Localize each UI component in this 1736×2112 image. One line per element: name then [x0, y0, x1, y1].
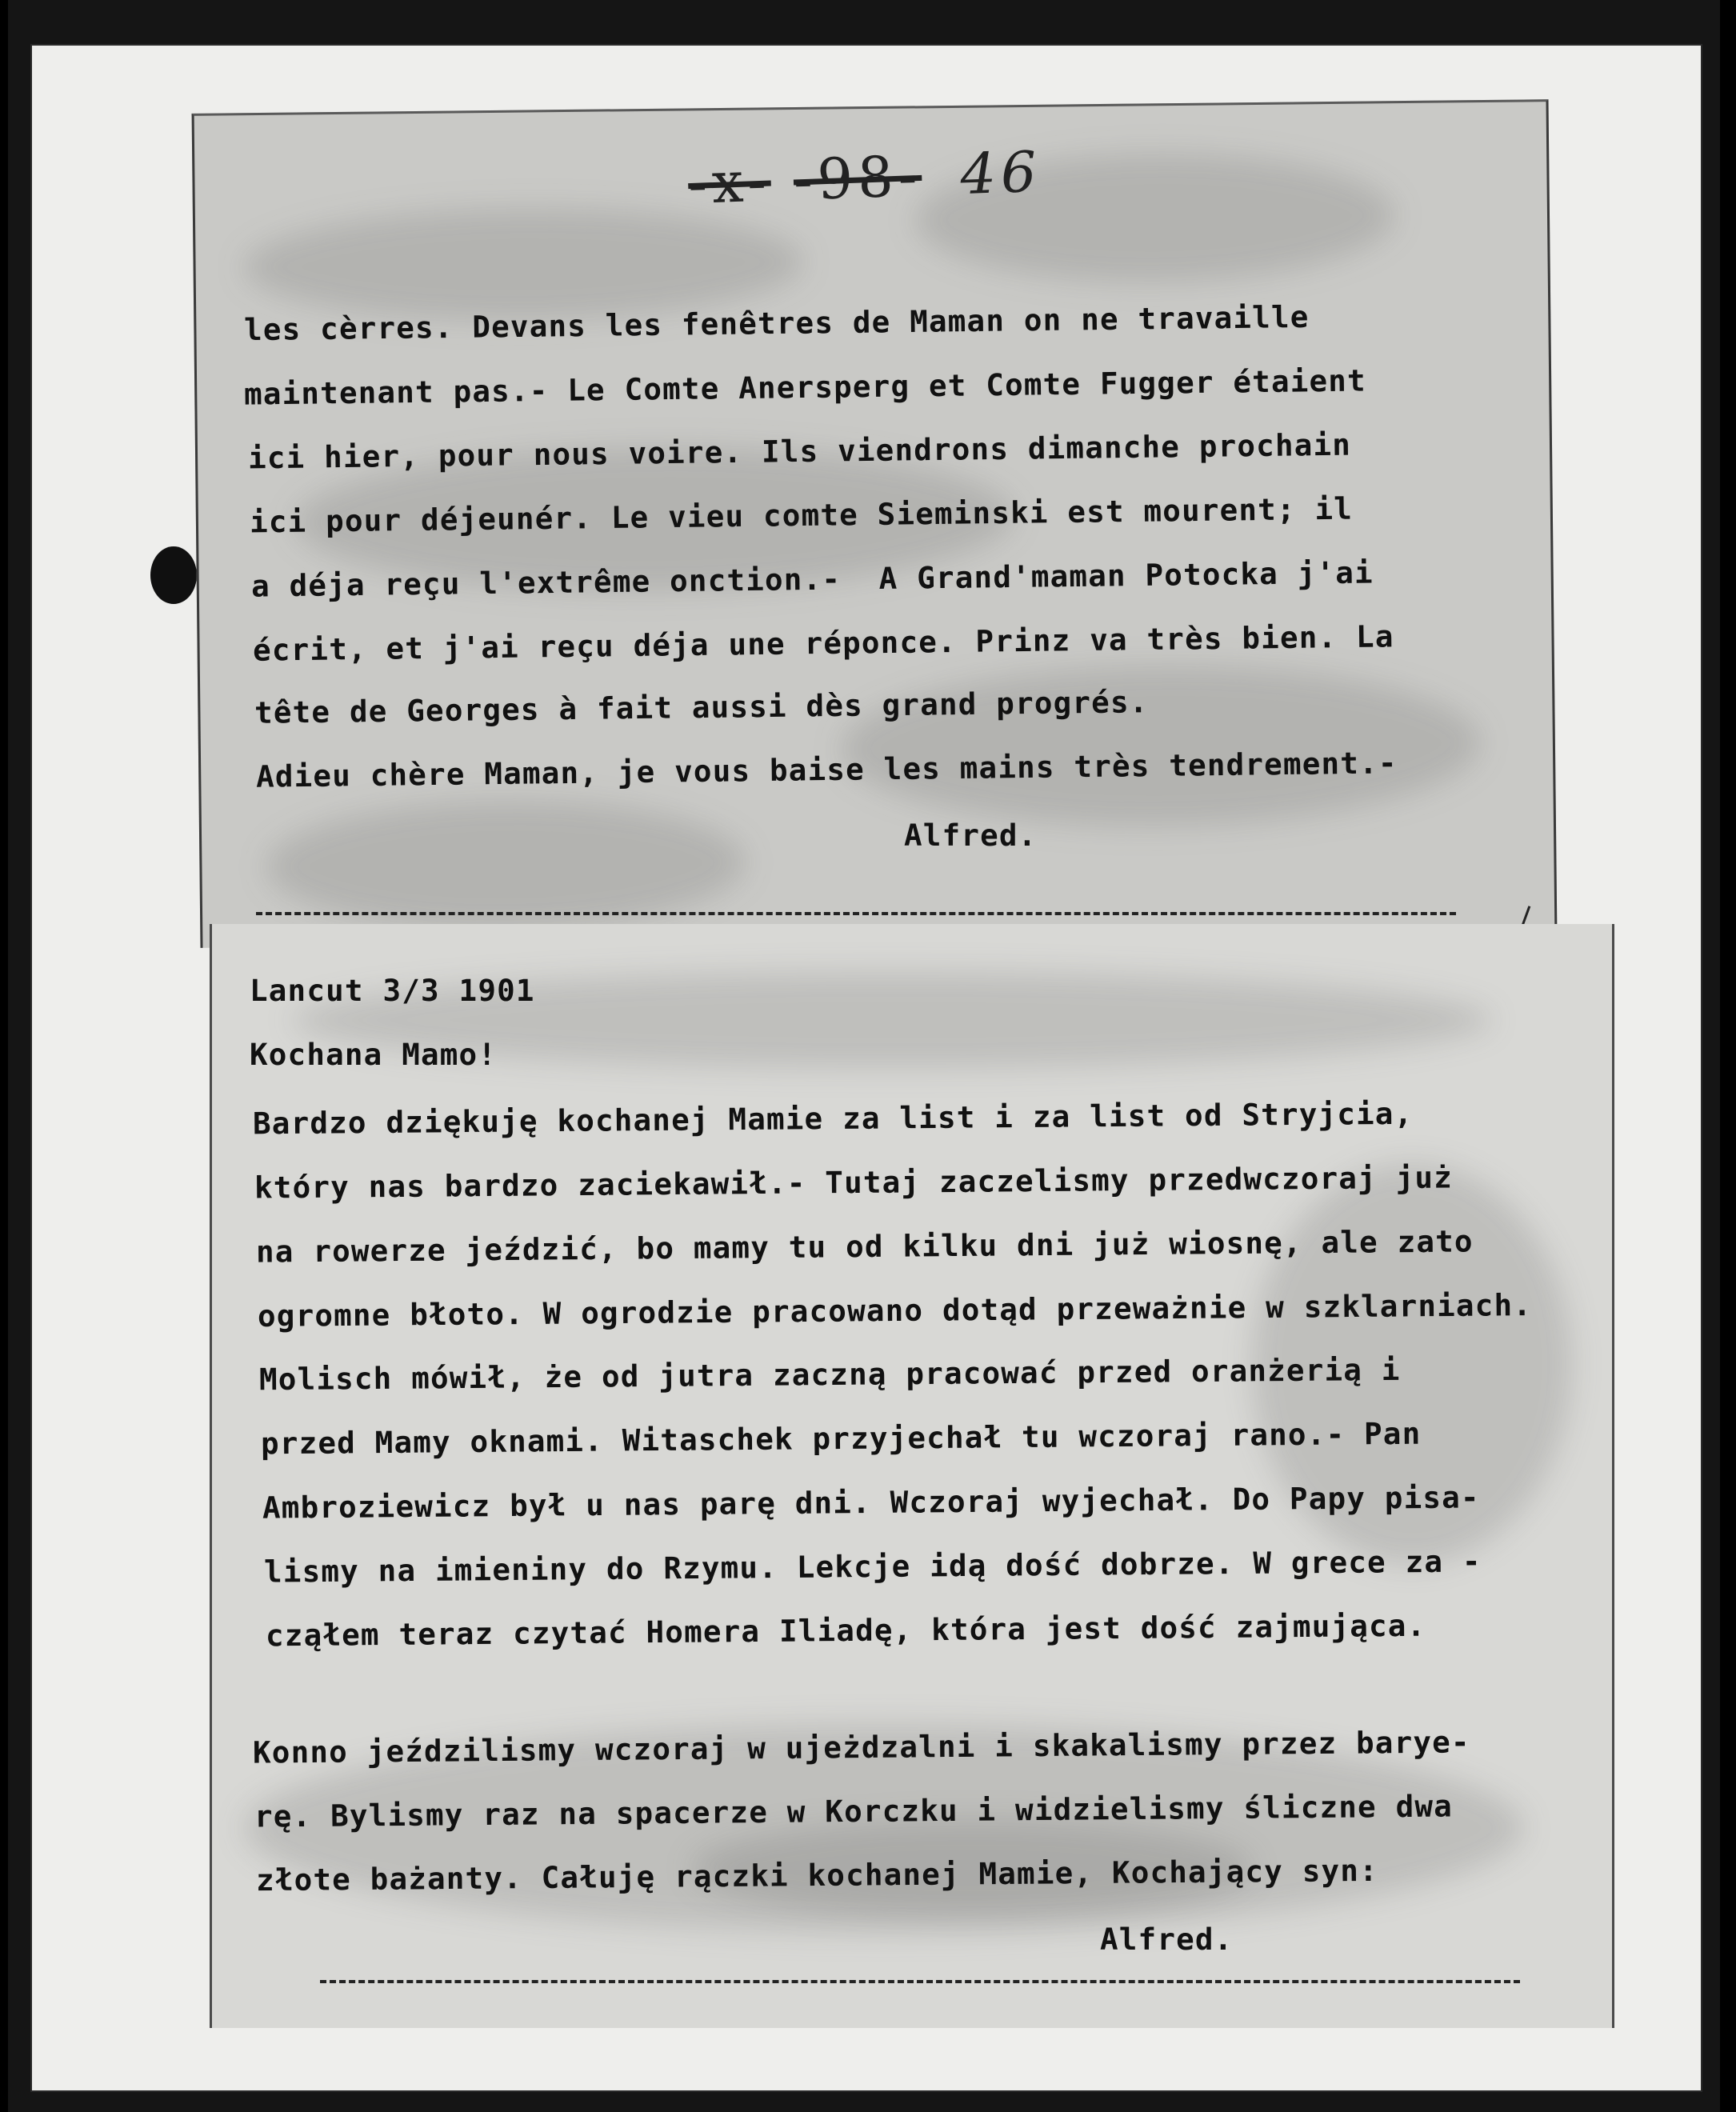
text-line: maintenant pas.- Le Comte Anersperg et Comte Fugger étaient — [243, 362, 1367, 412]
text-line: tête de Georges à fait aussi dès grand progrés. — [254, 684, 1149, 730]
text-line: cząłem teraz czytać Homera Iliadę, która jest dość zajmująca. — [265, 1607, 1426, 1654]
divider-rule — [320, 1980, 1520, 1983]
text-line: Konno jeździlismy wczoraj w ujeżdzalni i skakalismy przez barye- — [252, 1724, 1470, 1770]
text-line: Adieu chère Maman, je vous baise les mains très tendrement.- — [255, 745, 1398, 794]
text-line: les cèrres. Devans les fenêtres de Maman on ne travaille — [243, 298, 1310, 348]
text-line: écrit, et j'ai reçu déja une réponce. Prinz va très bien. La — [252, 618, 1394, 668]
struck-number-1: -x- — [686, 148, 773, 218]
text-line: lismy na imieniny do Rzymu. Lekcje idą dość dobrze. W grece za - — [263, 1543, 1482, 1590]
text-line: ici pour déjeunér. Le vieu comte Sieminski est mourent; il — [249, 490, 1354, 540]
divider-rule — [256, 912, 1456, 915]
text-line: przed Mamy oknami. Witaschek przyjechał tu wczoraj rano.- Pan — [260, 1415, 1422, 1462]
letter-date: Lancut 3/3 1901 — [250, 973, 535, 1008]
handwritten-page-number: 46 — [959, 138, 1042, 208]
signature: Alfred. — [1100, 1922, 1234, 1957]
text-line: złote bażanty. Całuję rączki kochanej Mamie, Kochający syn: — [255, 1852, 1379, 1898]
text-line: Molisch mówił, że od jutra zaczną pracować przed oranżerią i — [258, 1351, 1401, 1398]
text-line: rę. Bylismy raz na spacerze w Korczku i widzielismy śliczne dwa — [254, 1788, 1454, 1834]
salutation: Kochana Mamo! — [250, 1037, 498, 1072]
text-line: ogromne błoto. W ogrodzie pracowano dotąd przeważnie w szklarniach. — [257, 1287, 1533, 1334]
signature: Alfred. — [904, 818, 1038, 853]
struck-number-2: -98- — [792, 142, 923, 214]
text-line: który nas bardzo zaciekawił.- Tutaj zaczelismy przedwczoraj już — [254, 1159, 1454, 1206]
text-line: ici hier, pour nous voire. Ils viendrons dimanche prochain — [247, 426, 1352, 476]
text-line: a déja reçu l'extrême onction.- A Grand'maman Potocka j'ai — [250, 554, 1374, 604]
text-line: Bardzo dziękuję kochanej Mamie za list i za list od Stryjcia, — [252, 1095, 1414, 1142]
scan-edge-left — [0, 0, 8, 2112]
text-line: Ambroziewicz był u nas parę dni. Wczoraj wyjechał. Do Papy pisa- — [262, 1479, 1480, 1526]
scan-edge-right — [1720, 0, 1736, 2112]
text-line: na rowerze jeździć, bo mamy tu od kilku dni już wiosnę, ale zato — [255, 1223, 1474, 1270]
punch-hole — [150, 546, 197, 604]
